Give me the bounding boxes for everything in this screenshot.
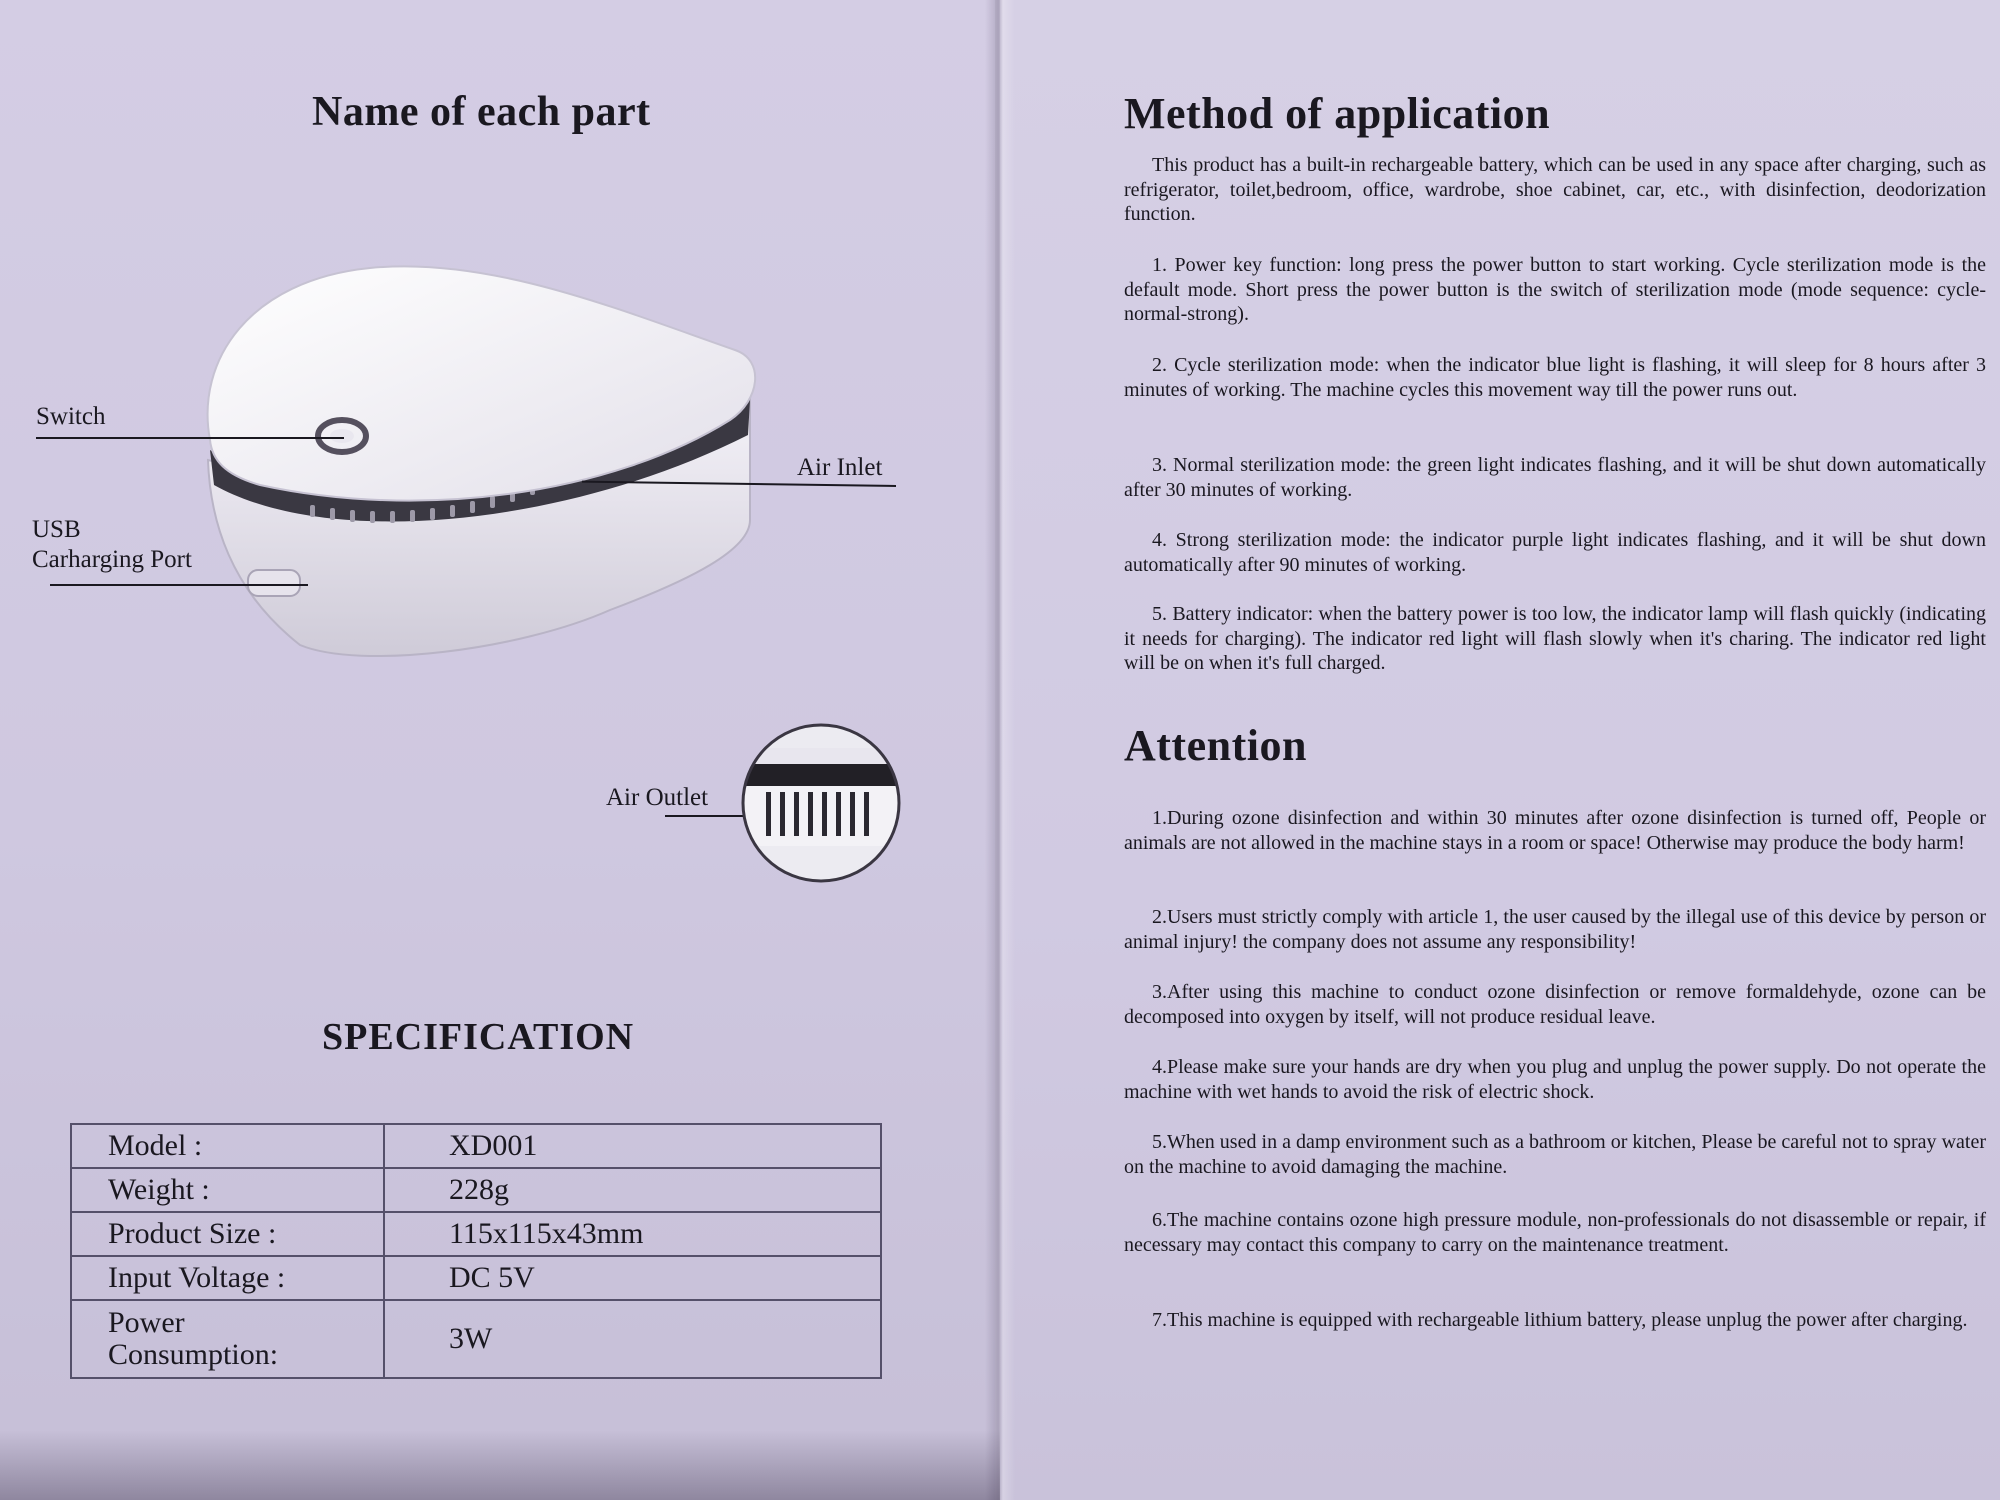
air-inlet-label: Air Inlet <box>797 454 883 481</box>
spec-key: Model : <box>71 1124 384 1168</box>
device-illustration <box>190 260 760 670</box>
spec-key: Input Voltage : <box>71 1256 384 1300</box>
attention-paragraph: 1.During ozone disinfection and within 30 minutes after ozone disinfection is turned off, People or animals are not allowed in the machine stays in a room or space! Otherwise may produce the body harm! <box>1124 807 1986 854</box>
bottom-shadow <box>0 1430 1000 1500</box>
method-heading: Method of application <box>1124 89 1551 138</box>
usb-label-line1: USB <box>32 516 81 543</box>
method-paragraph: 3. Normal sterilization mode: the green light indicates flashing, and it will be shut down automatically after 30 minutes of working. <box>1124 454 1986 501</box>
spec-key-line2: Consumption: <box>108 1338 279 1371</box>
attention-paragraph: 3.After using this machine to conduct ozone disinfection or remove formaldehyde, ozone can be decomposed into oxygen by itself, will not produce residual leave. <box>1124 981 1986 1028</box>
method-paragraph: 5. Battery indicator: when the battery power is too low, the indicator lamp will flash quickly (indicating it needs for charging). The indicator red light will flash slowly when it's charing. The indicator red light will be on when it's full charged. <box>1124 603 1986 674</box>
usb-leader-line <box>50 584 308 586</box>
spec-key <box>71 1300 384 1378</box>
usb-port-icon <box>248 570 300 596</box>
attention-heading: Attention <box>1124 721 1307 770</box>
spec-value: 228g <box>384 1168 881 1212</box>
attention-paragraph: 7.This machine is equipped with rechargeable lithium battery, please unplug the power after charging. <box>1152 1309 1968 1331</box>
spec-value: 3W <box>384 1300 881 1378</box>
method-paragraph: 4. Strong sterilization mode: the indicator purple light indicates flashing, and it will be shut down automatically after 90 minutes of working. <box>1124 529 1986 576</box>
parts-heading: Name of each part <box>312 89 651 135</box>
attention-paragraph: 6.The machine contains ozone high pressure module, non-professionals do not disassemble or repair, if necessary may contact this company to carry on the maintenance treatment. <box>1124 1209 1986 1256</box>
air-outlet-detail-icon <box>738 720 904 886</box>
attention-paragraph: 5.When used in a damp environment such as a bathroom or kitchen, Please be careful not to spray water on the machine to avoid damaging the machine. <box>1124 1131 1986 1178</box>
method-paragraph: 2. Cycle sterilization mode: when the indicator blue light is flashing, it will sleep for 8 hours after 3 minutes of working. The machine cycles this movement way till the power runs out. <box>1124 354 1986 401</box>
method-paragraph: This product has a built-in rechargeable battery, which can be used in any space after charging, such as refrigerator, toilet,bedroom, office, wardrobe, shoe cabinet, car, etc., with disinfection, deodorization function. <box>1124 154 1986 225</box>
table-row <box>71 1300 881 1378</box>
table-row <box>71 1212 881 1256</box>
spec-key: Weight : <box>71 1168 384 1212</box>
specification-heading: SPECIFICATION <box>322 1016 635 1058</box>
table-row <box>71 1256 881 1300</box>
attention-paragraph: 2.Users must strictly comply with article 1, the user caused by the illegal use of this device by person or animal injury! the company does not assume any responsibility! <box>1124 906 1986 953</box>
spec-value: DC 5V <box>384 1256 881 1300</box>
switch-leader-line <box>36 437 344 439</box>
page-fold <box>985 0 1015 1500</box>
air-outlet-label: Air Outlet <box>606 784 709 811</box>
specification-table <box>70 1123 882 1379</box>
switch-label: Switch <box>36 403 106 430</box>
usb-label-line2: Carharging Port <box>32 546 192 573</box>
attention-paragraph: 4.Please make sure your hands are dry when you plug and unplug the power supply. Do not operate the machine with wet hands to avoid the risk of electric shock. <box>1124 1056 1986 1103</box>
spec-key-line1: Power <box>108 1306 185 1339</box>
table-row <box>71 1168 881 1212</box>
table-row <box>71 1124 881 1168</box>
spec-value: XD001 <box>384 1124 881 1168</box>
method-paragraph: 1. Power key function: long press the power button to start working. Cycle sterilization mode is the default mode. Short press the power button is the switch of sterilization mode (mode sequence: cycle-normal-strong). <box>1124 254 1986 325</box>
spec-key: Product Size : <box>71 1212 384 1256</box>
spec-value: 115x115x43mm <box>384 1212 881 1256</box>
